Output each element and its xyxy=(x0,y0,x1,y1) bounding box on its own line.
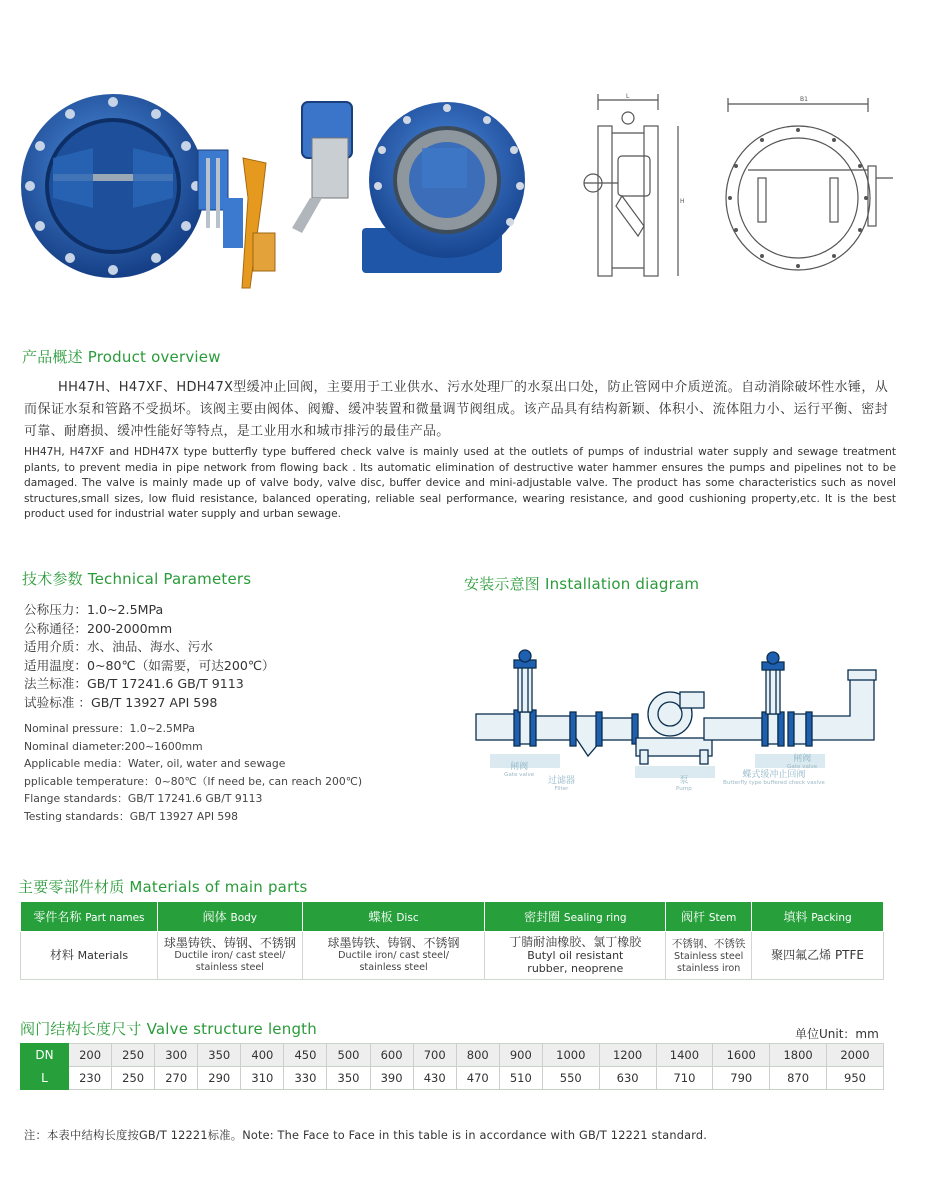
drawing-label-b1: B1 xyxy=(800,96,808,103)
header-packing: 填料 Packing xyxy=(752,902,884,932)
dn-cell: 1800 xyxy=(770,1044,827,1067)
param-en-diameter: Nominal diameter:200~1600mm xyxy=(24,739,203,753)
l-cell: 510 xyxy=(499,1067,542,1090)
l-cell: 230 xyxy=(69,1067,112,1090)
installation-diagram xyxy=(470,632,890,802)
parameters-heading: 技术参数 Technical Parameters xyxy=(22,570,252,588)
label-pump: 泵 Pump xyxy=(676,776,692,792)
dn-row xyxy=(21,1044,884,1067)
parameters-en xyxy=(24,720,362,826)
label-buffered-check-valve: 蝶式缓冲止回阀 Butterfly type buffered check vaslve xyxy=(723,770,825,786)
materials-row xyxy=(21,932,884,980)
param-en-pressure: Nominal pressure：1.0~2.5MPa xyxy=(24,722,195,735)
l-cell: 710 xyxy=(656,1067,713,1090)
l-cell: 350 xyxy=(327,1067,370,1090)
l-cell: 270 xyxy=(155,1067,198,1090)
dn-cell: 450 xyxy=(284,1044,327,1067)
l-cell: 630 xyxy=(599,1067,656,1090)
label-filter: 过滤器 Filter xyxy=(548,776,576,792)
l-cell: 470 xyxy=(456,1067,499,1090)
l-cell: 550 xyxy=(542,1067,599,1090)
l-cell: 310 xyxy=(241,1067,284,1090)
param-cn-pressure: 公称压力：1.0~2.5MPa xyxy=(24,602,164,617)
l-cell: 790 xyxy=(713,1067,770,1090)
cell-sealing-ring: 丁腈耐油橡胶、氯丁橡胶 Butyl oil resistant rubber, neoprene xyxy=(485,932,666,980)
dn-cell: 500 xyxy=(327,1044,370,1067)
valve-drawing-side xyxy=(578,88,688,288)
cell-materials-label: 材料 Materials xyxy=(21,932,158,980)
param-en-temperature: pplicable temperature：0~80℃（If need be, can reach 200℃) xyxy=(24,774,363,788)
installation-heading: 安装示意图 Installation diagram xyxy=(464,575,700,593)
parameters-cn xyxy=(24,601,275,713)
overview-heading: 产品概述 Product overview xyxy=(22,348,221,366)
dn-cell: 1000 xyxy=(542,1044,599,1067)
dn-cell: 2000 xyxy=(827,1044,884,1067)
materials-table xyxy=(20,901,884,980)
header-sealing-ring: 密封圈 Sealing ring xyxy=(485,902,666,932)
cell-disc: 球墨铸铁、铸钢、不锈钢 Ductile iron/ cast steel/ stainless steel xyxy=(302,932,485,980)
dn-cell: 350 xyxy=(198,1044,241,1067)
dn-header: DN xyxy=(21,1044,69,1067)
materials-header-row xyxy=(21,902,884,932)
overview-cn-body: HH47H、H47XF、HDH47X型缓冲止回阀，主要用于工业供水、污水处理厂的水泵出口处，防止管网中介质逆流。自动消除破坏性水锤，从而保证水泵和管路不受损坏。该阀主要由阀体、阀瓣、缓冲装置和微量调节阀组成。该产品具有结构新颖、体积小、流体阻力小、运行平衡、密封可靠、耐磨损、缓冲性能好等特点，是工业用水和城市排污的最佳产品。 xyxy=(24,380,888,439)
valve-drawing-front xyxy=(718,88,908,288)
drawing-label-l: L xyxy=(626,93,630,100)
l-cell: 870 xyxy=(770,1067,827,1090)
structure-heading: 阀门结构长度尺寸 Valve structure length xyxy=(20,1020,317,1038)
dn-cell: 300 xyxy=(155,1044,198,1067)
header-part-names: 零件名称 Part names xyxy=(21,902,158,932)
valve-photo-front xyxy=(18,88,306,298)
dn-cell: 1600 xyxy=(713,1044,770,1067)
dn-cell: 1400 xyxy=(656,1044,713,1067)
dn-cell: 200 xyxy=(69,1044,112,1067)
l-header: L xyxy=(21,1067,69,1090)
l-row xyxy=(21,1067,884,1090)
header-stem: 阀杆 Stem xyxy=(666,902,752,932)
dn-cell: 900 xyxy=(499,1044,542,1067)
unit-label: 单位Unit：mm xyxy=(795,1027,879,1041)
footnote: 注：本表中结构长度按GB/T 12221标准。Note: The Face to Face in this table is in accordance with GB/T 12221 standard. xyxy=(24,1129,708,1142)
l-cell: 430 xyxy=(413,1067,456,1090)
param-cn-temperature: 适用温度：0~80℃（如需要，可达200℃） xyxy=(24,657,275,673)
dn-cell: 400 xyxy=(241,1044,284,1067)
label-gate-valve-1: 闸阀 Gate valve xyxy=(504,762,535,778)
overview-text-cn xyxy=(24,377,888,443)
cell-stem: 不锈钢、不锈铁 Stainless steel stainless iron xyxy=(666,932,752,980)
header-body: 阀体 Body xyxy=(157,902,302,932)
param-cn-diameter: 公称通径：200-2000mm xyxy=(24,620,173,636)
l-cell: 390 xyxy=(370,1067,413,1090)
param-cn-media: 适用介质：水、油品、海水、污水 xyxy=(24,639,213,655)
dn-cell: 250 xyxy=(112,1044,155,1067)
structure-length-table xyxy=(20,1043,884,1090)
materials-heading: 主要零部件材质 Materials of main parts xyxy=(18,878,308,896)
dn-cell: 700 xyxy=(413,1044,456,1067)
l-cell: 950 xyxy=(827,1067,884,1090)
l-cell: 330 xyxy=(284,1067,327,1090)
dn-cell: 600 xyxy=(370,1044,413,1067)
param-en-flange: Flange standards：GB/T 17241.6 GB/T 9113 xyxy=(24,792,263,806)
overview-text-en: HH47H, H47XF and HDH47X type butterfly type buffered check valve is mainly used at the outlets of pumps of industrial water supply and sewage treatment plants, to prevent media in pipe network from flowing back . Its automatic elimination of destructive water hammer ensures the pumps and pipelines not to be damaged. The valve is mainly made up of valve body, valve disc, buffer device and mini-adjustable valve. The product has some characteristics such as novel structures,small sizes, low fluid resistance, balanced operating, reliable seal performance, wearing resistance, and good cushioning property,etc. It is the best product used for industrial water supply and urban sewage. xyxy=(24,446,896,521)
l-cell: 290 xyxy=(198,1067,241,1090)
param-en-testing: Testing standards：GB/T 13927 API 598 xyxy=(24,809,239,823)
param-en-media: Applicable media：Water, oil, water and sewage xyxy=(24,757,286,771)
param-cn-flange: 法兰标准：GB/T 17241.6 GB/T 9113 xyxy=(24,676,244,692)
header-disc: 蝶板 Disc xyxy=(302,902,485,932)
cell-body: 球墨铸铁、铸钢、不锈钢 Ductile iron/ cast steel/ stainless steel xyxy=(157,932,302,980)
dn-cell: 800 xyxy=(456,1044,499,1067)
product-images xyxy=(0,88,930,298)
param-cn-testing: 试验标准 ：GB/T 13927 API 598 xyxy=(24,694,218,710)
l-cell: 250 xyxy=(112,1067,155,1090)
valve-photo-angled xyxy=(282,88,532,288)
dn-cell: 1200 xyxy=(599,1044,656,1067)
cell-packing: 聚四氟乙烯 PTFE xyxy=(752,932,884,980)
label-gate-valve-2: 闸阀 Gate valve xyxy=(787,754,818,770)
drawing-label-h: H xyxy=(680,198,685,205)
